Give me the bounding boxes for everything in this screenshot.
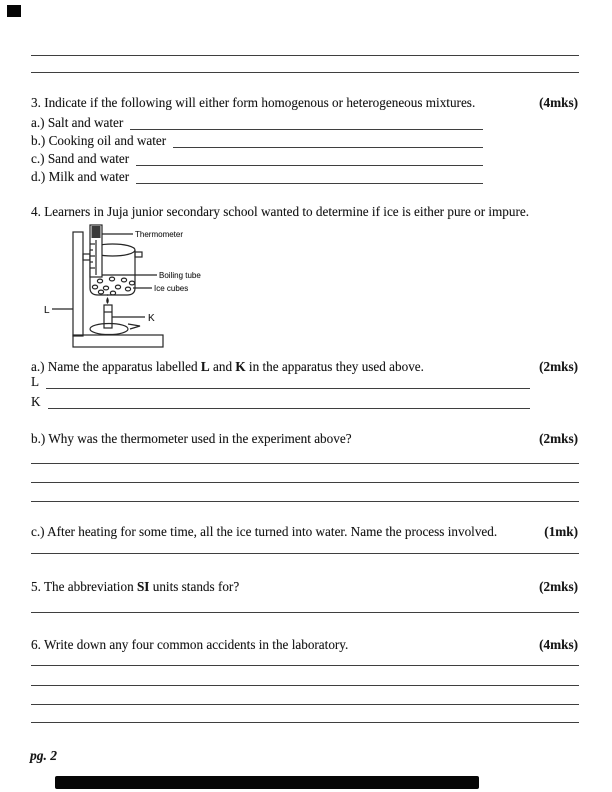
answer-line bbox=[31, 501, 579, 502]
answer-line bbox=[136, 169, 483, 184]
answer-line bbox=[46, 374, 530, 389]
question-3-item-a bbox=[31, 115, 483, 130]
apparatus-label-l: L bbox=[44, 305, 50, 316]
row-l-label: L bbox=[31, 374, 40, 389]
burner bbox=[90, 294, 140, 334]
bold-si: SI bbox=[136, 579, 150, 594]
question-4b-text: b.) Why was the thermometer used in the experiment above? bbox=[31, 431, 352, 446]
question-4b-heading-row bbox=[31, 431, 578, 446]
question-6-marks: (4mks) bbox=[539, 637, 578, 652]
item-b-label: b.) Cooking oil and water bbox=[31, 133, 167, 148]
question-6-text: 6. Write down any four common accidents in the laboratory. bbox=[31, 637, 349, 652]
answer-line bbox=[173, 133, 483, 148]
page-number: pg. 2 bbox=[30, 748, 57, 763]
question-4-heading-row bbox=[31, 204, 578, 219]
question-4a-text-part: in the apparatus they used above. bbox=[245, 359, 424, 374]
question-3-item-d bbox=[31, 169, 483, 184]
question-4c-heading-row bbox=[31, 524, 578, 539]
answer-line bbox=[31, 612, 579, 613]
answer-line bbox=[31, 553, 579, 554]
answer-row-l bbox=[31, 374, 530, 389]
row-k-label: K bbox=[31, 394, 41, 409]
question-4a-text-part: a.) Name the apparatus labelled bbox=[31, 359, 201, 374]
thermometer-label: Thermometer bbox=[135, 230, 184, 239]
question-6-heading-row bbox=[31, 637, 578, 652]
question-5-text-part: units stands for? bbox=[149, 579, 240, 594]
item-c-label: c.) Sand and water bbox=[31, 151, 130, 166]
answer-line bbox=[31, 482, 579, 483]
answer-line bbox=[31, 72, 579, 73]
answer-line bbox=[130, 115, 483, 130]
item-d-label: d.) Milk and water bbox=[31, 169, 130, 184]
apparatus-label-k: K bbox=[148, 313, 155, 324]
answer-row-k bbox=[31, 394, 530, 409]
answer-line bbox=[31, 665, 579, 666]
boiling-tube-label: Boiling tube bbox=[159, 271, 201, 280]
question-4a-text-part: and bbox=[209, 359, 236, 374]
question-4a-marks: (2mks) bbox=[539, 359, 578, 374]
question-4c-marks: (1mk) bbox=[544, 524, 578, 539]
bold-l: L bbox=[200, 359, 210, 374]
question-3-text: 3. Indicate if the following will either form homogenous or heterogeneous mixtures. bbox=[31, 95, 476, 110]
question-5-text bbox=[31, 579, 247, 594]
ice-cubes bbox=[92, 277, 134, 295]
question-3-item-b bbox=[31, 133, 483, 148]
question-3-item-c bbox=[31, 151, 483, 166]
question-4-text: 4. Learners in Juja junior secondary school wanted to determine if ice is either pure or impure. bbox=[31, 204, 530, 219]
question-5-marks: (2mks) bbox=[539, 579, 578, 594]
answer-line bbox=[31, 685, 579, 686]
answer-line bbox=[31, 55, 579, 56]
question-5-heading-row bbox=[31, 579, 578, 594]
thermometer bbox=[90, 225, 102, 277]
question-4a-text bbox=[31, 359, 432, 374]
answer-line bbox=[136, 151, 483, 166]
answer-line bbox=[48, 394, 530, 409]
question-4a-heading-row bbox=[31, 359, 578, 374]
question-4b-marks: (2mks) bbox=[539, 431, 578, 446]
question-5-text-part: 5. The abbreviation bbox=[31, 579, 137, 594]
question-4c-text: c.) After heating for some time, all the ice turned into water. Name the process involved. bbox=[31, 524, 498, 539]
item-a-label: a.) Salt and water bbox=[31, 115, 124, 130]
scan-artifact-corner-mark bbox=[7, 5, 21, 17]
bold-k: K bbox=[235, 359, 246, 374]
question-3-heading-row bbox=[31, 95, 578, 110]
answer-line bbox=[31, 463, 579, 464]
experiment-diagram bbox=[40, 224, 252, 352]
ice-cubes-label: Ice cubes bbox=[154, 284, 189, 293]
question-3-marks: (4mks) bbox=[539, 95, 578, 110]
scan-artifact-bottom-bar bbox=[55, 776, 479, 789]
answer-line bbox=[31, 722, 579, 723]
answer-line bbox=[31, 704, 579, 705]
